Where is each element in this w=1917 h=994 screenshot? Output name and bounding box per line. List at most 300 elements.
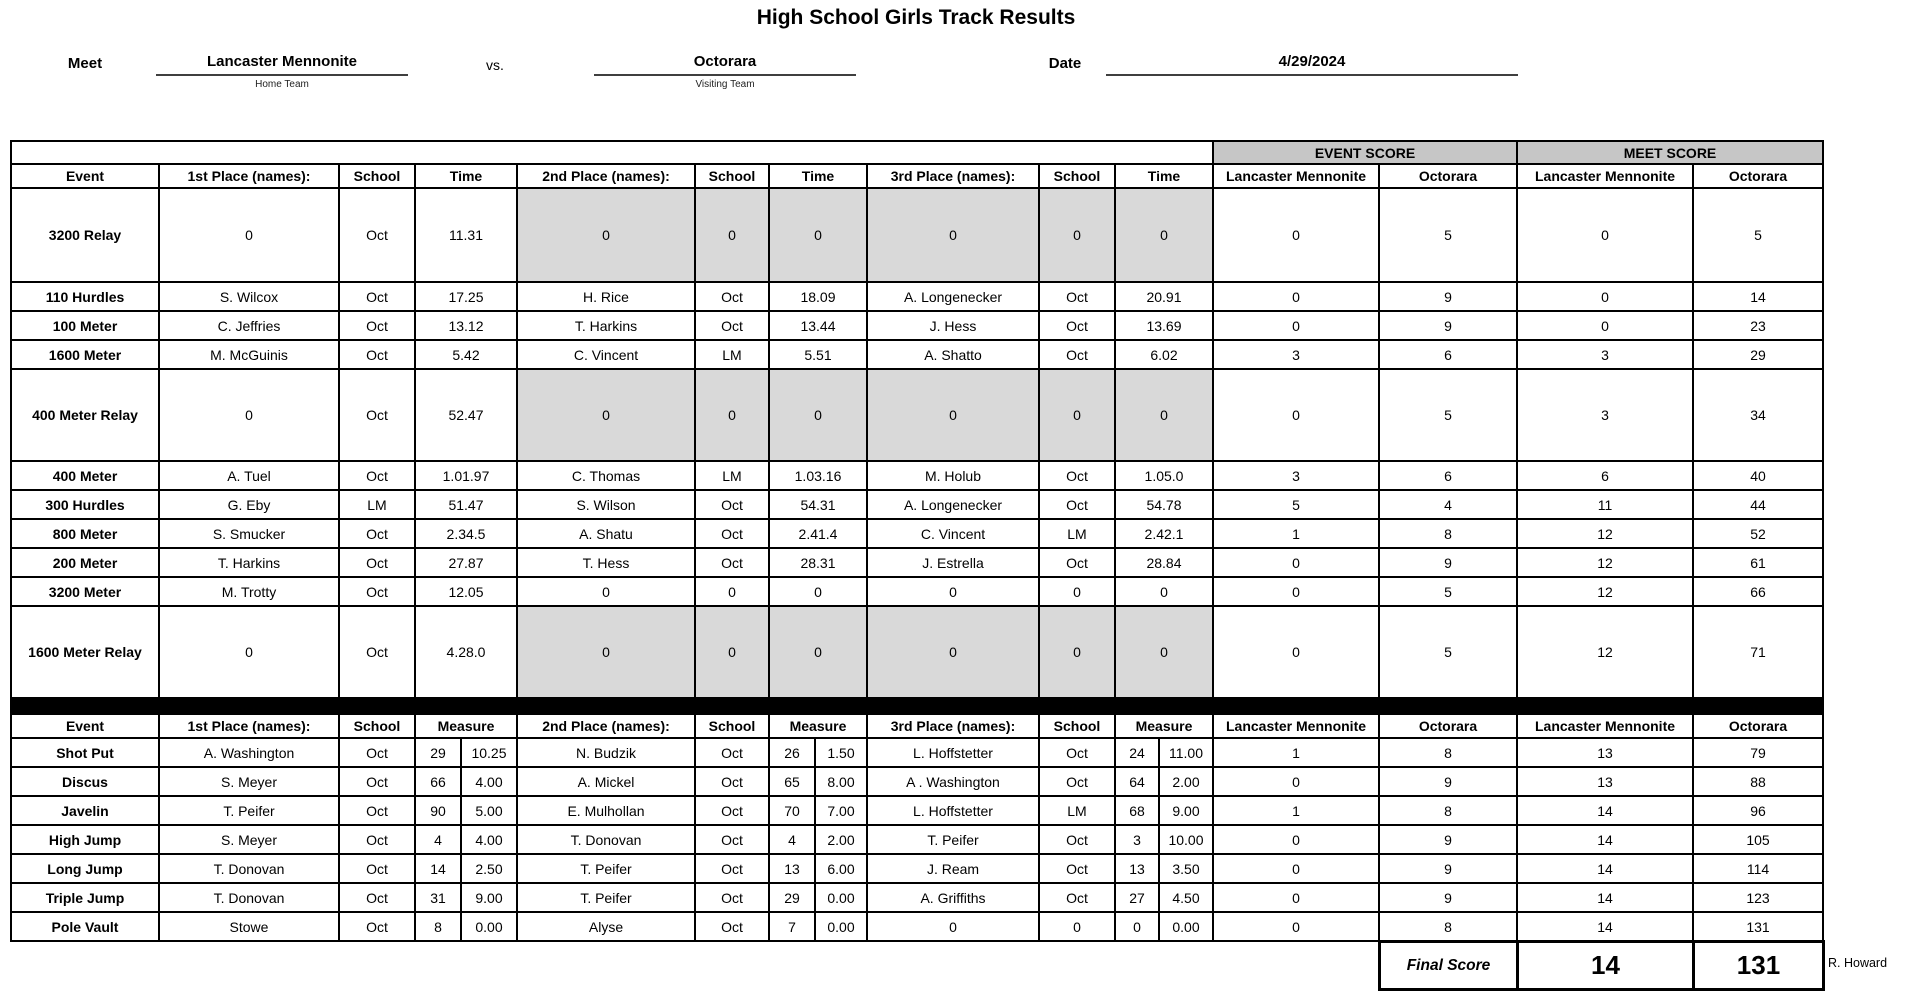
- event-score-home-cell: 0: [1213, 883, 1379, 912]
- column-header: Time: [415, 164, 517, 188]
- p2-school-cell: Oct: [695, 854, 769, 883]
- p1-name-cell: 0: [159, 369, 339, 461]
- p2-school-cell: Oct: [695, 767, 769, 796]
- meet-score-visiting-cell: 131: [1693, 912, 1823, 941]
- column-header: School: [339, 164, 415, 188]
- p1-measure-inches-cell: 9.00: [461, 883, 517, 912]
- meet-score-banner: MEET SCORE: [1517, 141, 1823, 164]
- p2-school-cell: Oct: [695, 883, 769, 912]
- p2-school-cell: Oct: [695, 912, 769, 941]
- meet-score-home-cell: 13: [1517, 738, 1693, 767]
- home-team-name: Lancaster Mennonite: [156, 50, 408, 76]
- event-score-home-cell: 0: [1213, 369, 1379, 461]
- p3-school-cell: Oct: [1039, 738, 1115, 767]
- meet-score-visiting-cell: 52: [1693, 519, 1823, 548]
- p3-school-cell: Oct: [1039, 340, 1115, 369]
- column-header: 1st Place (names):: [159, 164, 339, 188]
- p2-measure-feet-cell: 26: [769, 738, 815, 767]
- p2-school-cell: Oct: [695, 796, 769, 825]
- p2-name-cell: T. Donovan: [517, 825, 695, 854]
- p1-school-cell: Oct: [339, 548, 415, 577]
- p3-measure-feet-cell: 3: [1115, 825, 1159, 854]
- p2-measure-feet-cell: 13: [769, 854, 815, 883]
- p1-name-cell: 0: [159, 188, 339, 282]
- page-title: High School Girls Track Results: [756, 6, 1076, 29]
- p3-name-cell: 0: [867, 188, 1039, 282]
- column-header: Lancaster Mennonite: [1213, 164, 1379, 188]
- p1-school-cell: Oct: [339, 340, 415, 369]
- p2-measure-inches-cell: 0.00: [815, 883, 867, 912]
- p3-time-cell: 0: [1115, 606, 1213, 698]
- p2-time-cell: 28.31: [769, 548, 867, 577]
- event-score-visiting-cell: 5: [1379, 188, 1517, 282]
- column-header: Event: [11, 164, 159, 188]
- p3-time-cell: 1.05.0: [1115, 461, 1213, 490]
- p2-time-cell: 0: [769, 369, 867, 461]
- p2-school-cell: Oct: [695, 490, 769, 519]
- p2-name-cell: E. Mulhollan: [517, 796, 695, 825]
- p1-time-cell: 17.25: [415, 282, 517, 311]
- p3-name-cell: L. Hoffstetter: [867, 738, 1039, 767]
- column-header: Measure: [1115, 714, 1213, 738]
- p1-school-cell: Oct: [339, 188, 415, 282]
- p3-school-cell: Oct: [1039, 854, 1115, 883]
- p1-time-cell: 27.87: [415, 548, 517, 577]
- p1-measure-inches-cell: 5.00: [461, 796, 517, 825]
- p2-school-cell: 0: [695, 606, 769, 698]
- p3-measure-feet-cell: 0: [1115, 912, 1159, 941]
- p1-school-cell: Oct: [339, 854, 415, 883]
- meet-score-visiting-cell: 88: [1693, 767, 1823, 796]
- p1-time-cell: 11.31: [415, 188, 517, 282]
- p3-time-cell: 0: [1115, 188, 1213, 282]
- p2-measure-inches-cell: 1.50: [815, 738, 867, 767]
- column-header: 1st Place (names):: [159, 714, 339, 738]
- meet-score-home-cell: 12: [1517, 519, 1693, 548]
- p3-name-cell: A. Griffiths: [867, 883, 1039, 912]
- p2-name-cell: N. Budzik: [517, 738, 695, 767]
- p1-measure-feet-cell: 14: [415, 854, 461, 883]
- p1-name-cell: A. Tuel: [159, 461, 339, 490]
- p1-measure-inches-cell: 4.00: [461, 767, 517, 796]
- meet-score-visiting-cell: 66: [1693, 577, 1823, 606]
- event-name-cell: Discus: [11, 767, 159, 796]
- event-score-home-cell: 3: [1213, 340, 1379, 369]
- event-name-cell: 3200 Meter: [11, 577, 159, 606]
- p1-school-cell: Oct: [339, 461, 415, 490]
- meet-score-home-cell: 3: [1517, 340, 1693, 369]
- event-score-home-cell: 0: [1213, 825, 1379, 854]
- meet-score-visiting-cell: 79: [1693, 738, 1823, 767]
- p3-school-cell: Oct: [1039, 490, 1115, 519]
- p3-time-cell: 0: [1115, 577, 1213, 606]
- p3-name-cell: A. Shatto: [867, 340, 1039, 369]
- event-score-home-cell: 5: [1213, 490, 1379, 519]
- p2-time-cell: 0: [769, 606, 867, 698]
- event-score-visiting-cell: 9: [1379, 883, 1517, 912]
- p1-measure-feet-cell: 31: [415, 883, 461, 912]
- p2-name-cell: 0: [517, 188, 695, 282]
- event-score-visiting-cell: 6: [1379, 340, 1517, 369]
- p1-time-cell: 5.42: [415, 340, 517, 369]
- p1-time-cell: 51.47: [415, 490, 517, 519]
- p3-school-cell: Oct: [1039, 282, 1115, 311]
- meet-score-home-cell: 14: [1517, 854, 1693, 883]
- p3-time-cell: 6.02: [1115, 340, 1213, 369]
- p1-name-cell: T. Donovan: [159, 854, 339, 883]
- meet-score-home-cell: 6: [1517, 461, 1693, 490]
- event-score-visiting-cell: 9: [1379, 311, 1517, 340]
- meet-score-home-cell: 12: [1517, 577, 1693, 606]
- event-score-home-cell: 1: [1213, 738, 1379, 767]
- p3-school-cell: Oct: [1039, 883, 1115, 912]
- event-name-cell: 400 Meter: [11, 461, 159, 490]
- event-score-visiting-cell: 8: [1379, 738, 1517, 767]
- event-score-visiting-cell: 9: [1379, 854, 1517, 883]
- p1-school-cell: LM: [339, 490, 415, 519]
- p3-name-cell: 0: [867, 369, 1039, 461]
- visiting-team-caption: Visiting Team: [695, 79, 755, 90]
- meet-score-visiting-cell: 14: [1693, 282, 1823, 311]
- p3-name-cell: A. Longenecker: [867, 282, 1039, 311]
- event-name-cell: 1600 Meter: [11, 340, 159, 369]
- p1-school-cell: Oct: [339, 577, 415, 606]
- p3-name-cell: C. Vincent: [867, 519, 1039, 548]
- p1-measure-feet-cell: 66: [415, 767, 461, 796]
- p3-school-cell: Oct: [1039, 311, 1115, 340]
- p1-name-cell: C. Jeffries: [159, 311, 339, 340]
- p3-name-cell: 0: [867, 577, 1039, 606]
- column-header: Lancaster Mennonite: [1213, 714, 1379, 738]
- p2-name-cell: 0: [517, 369, 695, 461]
- p1-school-cell: Oct: [339, 883, 415, 912]
- p3-measure-inches-cell: 2.00: [1159, 767, 1213, 796]
- p2-school-cell: LM: [695, 340, 769, 369]
- p2-school-cell: 0: [695, 369, 769, 461]
- event-name-cell: 3200 Relay: [11, 188, 159, 282]
- p1-school-cell: Oct: [339, 282, 415, 311]
- column-header: 3rd Place (names):: [867, 714, 1039, 738]
- p2-school-cell: Oct: [695, 519, 769, 548]
- p2-name-cell: T. Harkins: [517, 311, 695, 340]
- date-label: Date: [1048, 55, 1082, 72]
- p1-name-cell: M. Trotty: [159, 577, 339, 606]
- p2-school-cell: Oct: [695, 548, 769, 577]
- p2-time-cell: 0: [769, 577, 867, 606]
- event-score-home-cell: 0: [1213, 311, 1379, 340]
- meet-score-visiting-cell: 34: [1693, 369, 1823, 461]
- p2-time-cell: 2.41.4: [769, 519, 867, 548]
- p3-measure-inches-cell: 0.00: [1159, 912, 1213, 941]
- event-name-cell: 200 Meter: [11, 548, 159, 577]
- p1-measure-inches-cell: 2.50: [461, 854, 517, 883]
- p3-school-cell: 0: [1039, 606, 1115, 698]
- column-header: Octorara: [1693, 164, 1823, 188]
- p2-name-cell: 0: [517, 577, 695, 606]
- p2-measure-feet-cell: 4: [769, 825, 815, 854]
- vs-label: vs.: [486, 57, 504, 73]
- final-score-label: Final Score: [1380, 942, 1518, 990]
- p1-school-cell: Oct: [339, 311, 415, 340]
- p3-school-cell: 0: [1039, 188, 1115, 282]
- p3-school-cell: Oct: [1039, 767, 1115, 796]
- p3-measure-inches-cell: 9.00: [1159, 796, 1213, 825]
- column-header: Measure: [415, 714, 517, 738]
- p2-school-cell: Oct: [695, 825, 769, 854]
- p1-school-cell: Oct: [339, 912, 415, 941]
- p3-measure-inches-cell: 10.00: [1159, 825, 1213, 854]
- p2-school-cell: Oct: [695, 738, 769, 767]
- event-score-visiting-cell: 8: [1379, 912, 1517, 941]
- column-header: Measure: [769, 714, 867, 738]
- p1-measure-feet-cell: 90: [415, 796, 461, 825]
- event-score-visiting-cell: 9: [1379, 825, 1517, 854]
- event-score-visiting-cell: 8: [1379, 519, 1517, 548]
- p1-name-cell: S. Meyer: [159, 825, 339, 854]
- event-name-cell: 100 Meter: [11, 311, 159, 340]
- event-score-visiting-cell: 9: [1379, 548, 1517, 577]
- p3-school-cell: Oct: [1039, 461, 1115, 490]
- meet-score-visiting-cell: 29: [1693, 340, 1823, 369]
- section-separator-band: [11, 698, 1823, 714]
- p3-time-cell: 0: [1115, 369, 1213, 461]
- event-score-visiting-cell: 8: [1379, 796, 1517, 825]
- meet-score-visiting-cell: 40: [1693, 461, 1823, 490]
- p2-time-cell: 5.51: [769, 340, 867, 369]
- p3-measure-feet-cell: 64: [1115, 767, 1159, 796]
- column-header: Event: [11, 714, 159, 738]
- p2-measure-feet-cell: 7: [769, 912, 815, 941]
- p3-measure-feet-cell: 24: [1115, 738, 1159, 767]
- p2-name-cell: H. Rice: [517, 282, 695, 311]
- meet-score-home-cell: 14: [1517, 883, 1693, 912]
- p2-time-cell: 1.03.16: [769, 461, 867, 490]
- p2-time-cell: 54.31: [769, 490, 867, 519]
- scorer-signature: R. Howard: [1828, 956, 1888, 970]
- p2-measure-inches-cell: 7.00: [815, 796, 867, 825]
- p3-name-cell: 0: [867, 606, 1039, 698]
- p1-name-cell: T. Harkins: [159, 548, 339, 577]
- p2-time-cell: 0: [769, 188, 867, 282]
- meet-score-home-cell: 0: [1517, 311, 1693, 340]
- p2-measure-inches-cell: 8.00: [815, 767, 867, 796]
- p1-time-cell: 12.05: [415, 577, 517, 606]
- event-name-cell: Triple Jump: [11, 883, 159, 912]
- event-name-cell: 1600 Meter Relay: [11, 606, 159, 698]
- p1-name-cell: S. Wilcox: [159, 282, 339, 311]
- p2-school-cell: 0: [695, 577, 769, 606]
- event-name-cell: 800 Meter: [11, 519, 159, 548]
- event-score-visiting-cell: 9: [1379, 767, 1517, 796]
- p3-measure-feet-cell: 68: [1115, 796, 1159, 825]
- p2-name-cell: T. Peifer: [517, 883, 695, 912]
- p1-name-cell: M. McGuinis: [159, 340, 339, 369]
- p1-measure-feet-cell: 8: [415, 912, 461, 941]
- column-header: Time: [1115, 164, 1213, 188]
- column-header: School: [1039, 714, 1115, 738]
- p1-time-cell: 4.28.0: [415, 606, 517, 698]
- p3-name-cell: J. Ream: [867, 854, 1039, 883]
- column-header: Octorara: [1379, 714, 1517, 738]
- p1-name-cell: T. Donovan: [159, 883, 339, 912]
- meet-score-visiting-cell: 96: [1693, 796, 1823, 825]
- meet-score-home-cell: 0: [1517, 282, 1693, 311]
- p3-school-cell: 0: [1039, 369, 1115, 461]
- p1-school-cell: Oct: [339, 767, 415, 796]
- meet-score-home-cell: 12: [1517, 606, 1693, 698]
- p1-school-cell: Oct: [339, 825, 415, 854]
- event-name-cell: 300 Hurdles: [11, 490, 159, 519]
- event-score-home-cell: 0: [1213, 912, 1379, 941]
- meet-score-home-cell: 14: [1517, 796, 1693, 825]
- meet-score-home-cell: 12: [1517, 548, 1693, 577]
- event-score-home-cell: 0: [1213, 767, 1379, 796]
- p3-name-cell: L. Hoffstetter: [867, 796, 1039, 825]
- p3-time-cell: 20.91: [1115, 282, 1213, 311]
- p2-time-cell: 18.09: [769, 282, 867, 311]
- meet-score-home-cell: 14: [1517, 825, 1693, 854]
- meet-score-visiting-cell: 23: [1693, 311, 1823, 340]
- p3-measure-feet-cell: 13: [1115, 854, 1159, 883]
- meet-score-visiting-cell: 71: [1693, 606, 1823, 698]
- p3-school-cell: LM: [1039, 796, 1115, 825]
- p2-school-cell: 0: [695, 188, 769, 282]
- p3-measure-inches-cell: 11.00: [1159, 738, 1213, 767]
- p3-name-cell: J. Hess: [867, 311, 1039, 340]
- date-value: 4/29/2024: [1106, 50, 1518, 76]
- event-score-home-cell: 0: [1213, 282, 1379, 311]
- event-score-home-cell: 0: [1213, 188, 1379, 282]
- event-score-visiting-cell: 5: [1379, 369, 1517, 461]
- p1-time-cell: 52.47: [415, 369, 517, 461]
- column-header: Lancaster Mennonite: [1517, 164, 1693, 188]
- p1-school-cell: Oct: [339, 738, 415, 767]
- home-team-caption: Home Team: [255, 79, 309, 90]
- event-name-cell: 400 Meter Relay: [11, 369, 159, 461]
- event-score-home-cell: 0: [1213, 854, 1379, 883]
- p2-measure-feet-cell: 70: [769, 796, 815, 825]
- p2-name-cell: 0: [517, 606, 695, 698]
- p1-measure-feet-cell: 4: [415, 825, 461, 854]
- column-header: 2nd Place (names):: [517, 714, 695, 738]
- column-header: Octorara: [1379, 164, 1517, 188]
- column-header: School: [339, 714, 415, 738]
- p3-name-cell: A. Longenecker: [867, 490, 1039, 519]
- event-score-visiting-cell: 6: [1379, 461, 1517, 490]
- p2-measure-feet-cell: 65: [769, 767, 815, 796]
- p1-name-cell: 0: [159, 606, 339, 698]
- column-header: Time: [769, 164, 867, 188]
- p2-school-cell: Oct: [695, 282, 769, 311]
- results-table: [10, 140, 1824, 942]
- p3-time-cell: 13.69: [1115, 311, 1213, 340]
- p1-measure-inches-cell: 4.00: [461, 825, 517, 854]
- final-score-box: [1378, 940, 1825, 991]
- p2-measure-inches-cell: 2.00: [815, 825, 867, 854]
- p3-school-cell: 0: [1039, 912, 1115, 941]
- p3-measure-inches-cell: 3.50: [1159, 854, 1213, 883]
- meet-score-home-cell: 0: [1517, 188, 1693, 282]
- p1-measure-inches-cell: 0.00: [461, 912, 517, 941]
- event-score-visiting-cell: 5: [1379, 577, 1517, 606]
- event-name-cell: High Jump: [11, 825, 159, 854]
- p2-name-cell: S. Wilson: [517, 490, 695, 519]
- p3-time-cell: 28.84: [1115, 548, 1213, 577]
- event-score-home-cell: 1: [1213, 796, 1379, 825]
- meet-score-home-cell: 11: [1517, 490, 1693, 519]
- event-score-visiting-cell: 5: [1379, 606, 1517, 698]
- p2-name-cell: A. Mickel: [517, 767, 695, 796]
- p3-name-cell: M. Holub: [867, 461, 1039, 490]
- final-score-home: 14: [1518, 942, 1694, 990]
- p3-name-cell: T. Peifer: [867, 825, 1039, 854]
- meet-score-visiting-cell: 105: [1693, 825, 1823, 854]
- column-header: 3rd Place (names):: [867, 164, 1039, 188]
- p2-school-cell: LM: [695, 461, 769, 490]
- p2-measure-inches-cell: 0.00: [815, 912, 867, 941]
- meet-score-home-cell: 14: [1517, 912, 1693, 941]
- p2-name-cell: Alyse: [517, 912, 695, 941]
- event-name-cell: 110 Hurdles: [11, 282, 159, 311]
- meet-score-visiting-cell: 114: [1693, 854, 1823, 883]
- p2-name-cell: A. Shatu: [517, 519, 695, 548]
- p1-school-cell: Oct: [339, 519, 415, 548]
- event-name-cell: Shot Put: [11, 738, 159, 767]
- column-header: School: [695, 164, 769, 188]
- p3-school-cell: 0: [1039, 577, 1115, 606]
- event-score-visiting-cell: 4: [1379, 490, 1517, 519]
- event-score-visiting-cell: 9: [1379, 282, 1517, 311]
- meet-score-visiting-cell: 61: [1693, 548, 1823, 577]
- p2-school-cell: Oct: [695, 311, 769, 340]
- event-name-cell: Long Jump: [11, 854, 159, 883]
- p1-measure-inches-cell: 10.25: [461, 738, 517, 767]
- p1-school-cell: Oct: [339, 796, 415, 825]
- banner-spacer: [11, 141, 1213, 164]
- p1-time-cell: 2.34.5: [415, 519, 517, 548]
- p3-name-cell: J. Estrella: [867, 548, 1039, 577]
- p1-name-cell: G. Eby: [159, 490, 339, 519]
- column-header: School: [1039, 164, 1115, 188]
- event-name-cell: Pole Vault: [11, 912, 159, 941]
- meet-score-visiting-cell: 123: [1693, 883, 1823, 912]
- p3-school-cell: Oct: [1039, 825, 1115, 854]
- p3-name-cell: 0: [867, 912, 1039, 941]
- p3-time-cell: 2.42.1: [1115, 519, 1213, 548]
- final-score-visiting: 131: [1694, 942, 1824, 990]
- event-name-cell: Javelin: [11, 796, 159, 825]
- p3-measure-inches-cell: 4.50: [1159, 883, 1213, 912]
- p2-name-cell: T. Hess: [517, 548, 695, 577]
- p2-name-cell: C. Thomas: [517, 461, 695, 490]
- p2-time-cell: 13.44: [769, 311, 867, 340]
- p1-school-cell: Oct: [339, 606, 415, 698]
- event-score-home-cell: 3: [1213, 461, 1379, 490]
- event-score-home-cell: 0: [1213, 548, 1379, 577]
- p1-name-cell: S. Smucker: [159, 519, 339, 548]
- column-header: Lancaster Mennonite: [1517, 714, 1693, 738]
- meet-score-visiting-cell: 5: [1693, 188, 1823, 282]
- p2-name-cell: T. Peifer: [517, 854, 695, 883]
- p2-measure-inches-cell: 6.00: [815, 854, 867, 883]
- p1-time-cell: 1.01.97: [415, 461, 517, 490]
- p3-time-cell: 54.78: [1115, 490, 1213, 519]
- p1-name-cell: Stowe: [159, 912, 339, 941]
- visiting-team-name: Octorara: [594, 50, 856, 76]
- p1-name-cell: A. Washington: [159, 738, 339, 767]
- event-score-home-cell: 0: [1213, 606, 1379, 698]
- column-header: School: [695, 714, 769, 738]
